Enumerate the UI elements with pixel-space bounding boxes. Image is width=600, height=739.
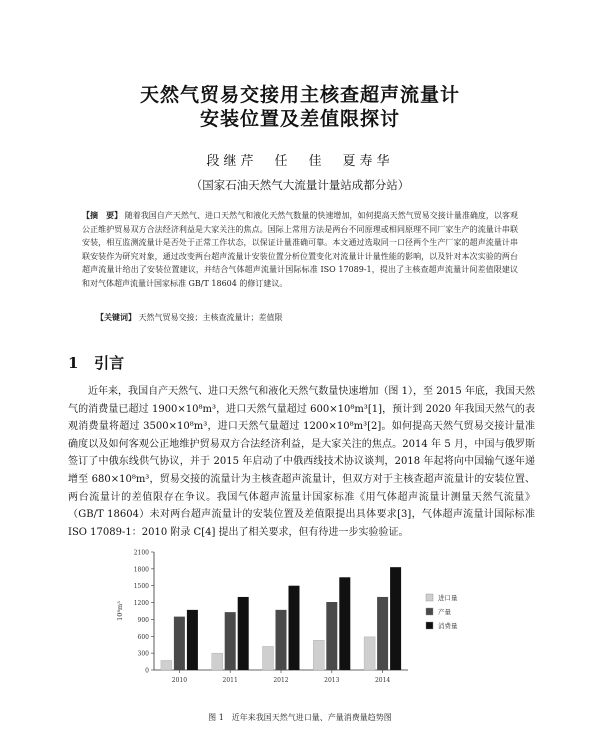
abstract xyxy=(82,209,518,290)
y-tick-label: 600 xyxy=(137,633,149,641)
legend-label: 消费量 xyxy=(438,622,458,630)
bar xyxy=(238,597,249,670)
bar xyxy=(390,567,401,670)
section-title: 引言 xyxy=(94,354,125,372)
paper-title-line1: 天然气贸易交接用主核查超声流量计 xyxy=(139,84,460,106)
legend-swatch xyxy=(426,622,433,629)
y-tick-label: 1500 xyxy=(133,583,149,591)
bar xyxy=(313,640,324,670)
y-tick-label: 1200 xyxy=(133,600,149,608)
x-tick-label: 2010 xyxy=(171,677,188,684)
bar xyxy=(174,617,185,670)
bar xyxy=(212,653,223,670)
bar xyxy=(276,610,287,670)
bar xyxy=(161,660,172,670)
abstract-text: 随着我国自产天然气、进口天然气和液化天然气数量的快速增加，如何提高天然气贸易交接计量准确度，以客观公正维护贸易双方合法经济利益是大家关注的焦点。国际上常用方法是两台不同原理或相同原理不同厂家生产的流量计串联安装，相互监测流量计是否处于正常工作状态，以保证计量准确可靠。本文通过选取同一口径两个生产厂家的超声流量计串联安装作为研究对象，通过改变两台超声流量计安装位置分析位置变化对流量计计量性能的影响，以及针对本次实验的两台超声流量计给出了安装位置建议，并结合气体超声流量计国际标准 ISO 17089-1，提出了主核查超声流量计间差值限建议和对气体超声流量计国家标准 GB/T 18604 的修订建议。 xyxy=(82,211,519,288)
y-tick-label: 0 xyxy=(145,667,149,675)
y-tick-label: 300 xyxy=(137,650,149,658)
figure-caption: 图 1 近年来我国天然气进口量、产量消费量趋势图 xyxy=(208,713,392,722)
keywords xyxy=(96,312,516,323)
bar xyxy=(263,646,274,670)
legend-label: 进口量 xyxy=(438,594,458,602)
y-axis-label: 10⁸m³ xyxy=(116,601,124,621)
keywords-label: 【关键词】 xyxy=(96,312,136,322)
body-paragraph: 近年来，我国自产天然气、进口天然气和液化天然气数量快速增加（图 1），至 2015 年底，我国天然气的消费量已超过 1900×10⁸m³，进口天然气量超过 600×10⁸m³[1]，预计到 2020 年我国天然气的表观消费量将超过 3500×10⁸m³，进口天然气量超过 1200×10⁸m³[2]。如何提高天然气贸易交接计量准确度以及如何客观公正地维护贸易双方合法经济利益，是大家关注的焦点。2014 年 5 月，中国与俄罗斯签订了中俄东线供气协议，并于 2015 年启动了中俄西线技术协议谈判，2018 年起将向中国输气逐年递增至 680×10⁸m³，贸易交接的流量计为主核查超声流量计，但双方对于主核查超声流量计的安装位置、两台流量计的差值限存在争议。我国气体超声流量计国家标准《用气体超声流量计测量天然气流量》（GB/T 18604）未对两台超声流量计的安装位置及差值限提出具体要求[3]，气体超声流量计国际标准 ISO 17089-1：2010 附录 C[4] 提出了相关要求，但有待进一步实验验证。 xyxy=(68,386,535,538)
bar xyxy=(326,602,337,670)
keywords-text: 天然气贸易交接；主核查流量计；差值限 xyxy=(138,313,283,322)
x-tick-label: 2014 xyxy=(374,677,391,684)
section-heading xyxy=(68,352,124,373)
legend-label: 产量 xyxy=(438,608,451,616)
bar xyxy=(187,610,198,670)
figure-1-chart xyxy=(108,542,508,707)
legend-swatch xyxy=(426,594,433,601)
paper-title-line2: 安装位置及差值限探讨 xyxy=(199,108,400,130)
y-tick-label: 1800 xyxy=(133,566,149,574)
bar xyxy=(225,612,236,670)
authors: 段继芹 任 佳 夏寿华 xyxy=(206,154,394,169)
bar xyxy=(377,597,388,670)
x-tick-label: 2011 xyxy=(222,677,238,684)
x-tick-label: 2012 xyxy=(273,677,289,684)
bar xyxy=(289,586,300,670)
legend-swatch xyxy=(426,608,433,615)
abstract-label: 【摘 要】 xyxy=(82,210,123,220)
section-number: 1 xyxy=(68,354,79,372)
y-tick-label: 900 xyxy=(137,616,149,624)
bar xyxy=(339,577,350,670)
y-tick-label: 2100 xyxy=(133,549,149,557)
affiliation: （国家石油天然气大流量计量站成都分站） xyxy=(190,178,410,192)
bar xyxy=(364,637,375,670)
x-tick-label: 2013 xyxy=(324,677,340,684)
